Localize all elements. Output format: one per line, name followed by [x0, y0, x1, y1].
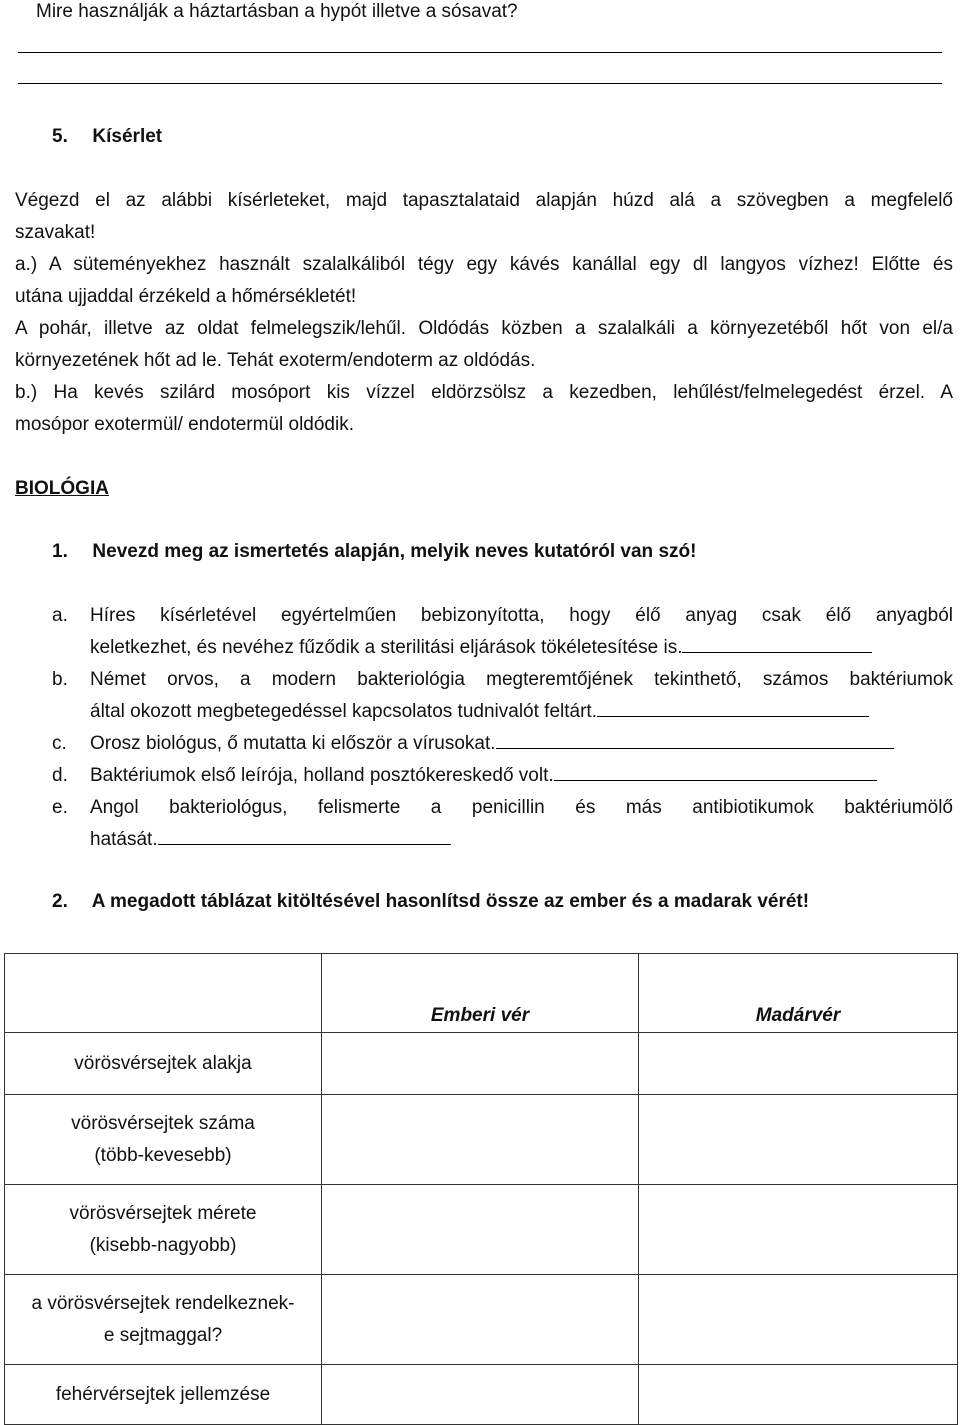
- table-row: [5, 1033, 958, 1095]
- table-header-row: [5, 954, 958, 1033]
- item-mark: d.: [52, 765, 68, 786]
- cell-bird[interactable]: [639, 1185, 958, 1275]
- exp5-heading: [52, 121, 162, 153]
- row-label: a vörösvérsejtek rendelkeznek- e sejtmaggal?: [5, 1275, 322, 1365]
- exp5-a-line4[interactable]: környezetének hőt ad le. Tehát exoterm/endoterm az oldódás.: [15, 350, 536, 371]
- q1-item-a: [15, 600, 953, 664]
- table-header-human: Emberi vér: [322, 954, 639, 1033]
- table-row: [5, 1095, 958, 1185]
- item-mark: e.: [52, 797, 68, 818]
- table-header-bird: Madárvér: [639, 954, 958, 1033]
- item-mark: c.: [52, 733, 67, 754]
- cell-human[interactable]: [322, 1185, 639, 1275]
- q1-item-b: [15, 664, 953, 728]
- answer-blank-e[interactable]: [158, 824, 451, 845]
- item-mark: b.: [52, 669, 68, 690]
- row-label: fehérvérsejtek jellemzése: [5, 1365, 322, 1425]
- item-text-line1: Baktériumok első leírója, holland posztókereskedő volt.: [90, 765, 554, 786]
- table-row: [5, 1185, 958, 1275]
- table-header-corner: [5, 954, 322, 1033]
- exp5-a-line1: a.) A süteményekhez használt szalalkáliból tégy egy kávés kanállal egy dl langyos vízhez! Előtte és: [15, 254, 953, 275]
- q2-number: 2.: [52, 891, 68, 912]
- cell-human[interactable]: [322, 1095, 639, 1185]
- cell-human[interactable]: [322, 1365, 639, 1425]
- cell-human[interactable]: [322, 1275, 639, 1365]
- table-row: [5, 1275, 958, 1365]
- answer-blank-d[interactable]: [554, 760, 877, 781]
- answer-blank-b[interactable]: [597, 696, 869, 717]
- row-label: vörösvérsejtek mérete (kisebb-nagyobb): [5, 1185, 322, 1275]
- comparison-table: [4, 953, 958, 1425]
- cell-bird[interactable]: [639, 1095, 958, 1185]
- item-text-line1: Híres kísérletével egyértelműen bebizonyította, hogy élő anyag csak élő anyagból: [90, 605, 953, 626]
- q1-items: [15, 600, 953, 856]
- exp5-b-line2[interactable]: mosópor exotermül/ endotermül oldódik.: [15, 414, 355, 435]
- cell-bird[interactable]: [639, 1365, 958, 1425]
- item-text-line2: által okozott megbetegedéssel kapcsolatos tudnivalót feltárt.: [90, 701, 597, 722]
- answer-blank-c[interactable]: [496, 728, 894, 749]
- question-top: Mire használják a háztartásban a hypót illetve a sósavat?: [36, 1, 518, 22]
- row-label: vörösvérsejtek alakja: [5, 1033, 322, 1095]
- exp5-number: 5.: [52, 126, 68, 147]
- row-label: vörösvérsejtek száma (több-kevesebb): [5, 1095, 322, 1185]
- item-text-line2: keletkezhet, és nevéhez fűződik a sterilitási eljárások tökéletesítése is.: [90, 637, 683, 658]
- table-row: [5, 1365, 958, 1425]
- q1-number: 1.: [52, 541, 68, 562]
- answer-line-1[interactable]: [18, 52, 942, 53]
- exp5-a-line3[interactable]: A pohár, illetve az oldat felmelegszik/lehűl. Oldódás közben a szalalkáli a környezetéből hőt von el/a: [15, 318, 953, 339]
- q1-text: Nevezd meg az ismertetés alapján, melyik neves kutatóról van szó!: [92, 541, 697, 562]
- answer-line-2[interactable]: [18, 83, 942, 84]
- item-mark: a.: [52, 605, 68, 626]
- q1-item-d: [15, 760, 953, 792]
- cell-human[interactable]: [322, 1033, 639, 1095]
- q2-heading: [52, 886, 809, 918]
- exp5-intro-line2: szavakat!: [15, 222, 96, 243]
- q2-text: A megadott táblázat kitöltésével hasonlítsd össze az ember és a madarak vérét!: [91, 891, 810, 912]
- item-text-line1: Angol bakteriológus, felismerte a penicillin és más antibiotikumok baktériumölő: [90, 797, 953, 818]
- exp5-b-line1[interactable]: b.) Ha kevés szilárd mosóport kis vízzel eldörzsölsz a kezedben, lehűlést/felmelegedést érzel. A: [15, 382, 953, 403]
- exp5-a-line2: utána ujjaddal érzékeld a hőmérsékletét!: [15, 286, 357, 307]
- item-text-line1: Orosz biológus, ő mutatta ki először a vírusokat.: [90, 733, 496, 754]
- q1-item-c: [15, 728, 953, 760]
- exp5-title: Kísérlet: [92, 126, 163, 147]
- q1-heading: [52, 536, 696, 568]
- item-text-line2: hatását.: [90, 829, 158, 850]
- item-text-line1: Német orvos, a modern bakteriológia megteremtőjének tekinthető, számos baktériumok: [90, 669, 953, 690]
- answer-blank-a[interactable]: [682, 632, 872, 653]
- cell-bird[interactable]: [639, 1275, 958, 1365]
- exp5-intro-line1: Végezd el az alábbi kísérleteket, majd tapasztalataid alapján húzd alá a szövegben a megfelelő: [15, 190, 953, 211]
- biology-title: BIOLÓGIA: [15, 478, 109, 499]
- q1-item-e: [15, 792, 953, 856]
- cell-bird[interactable]: [639, 1033, 958, 1095]
